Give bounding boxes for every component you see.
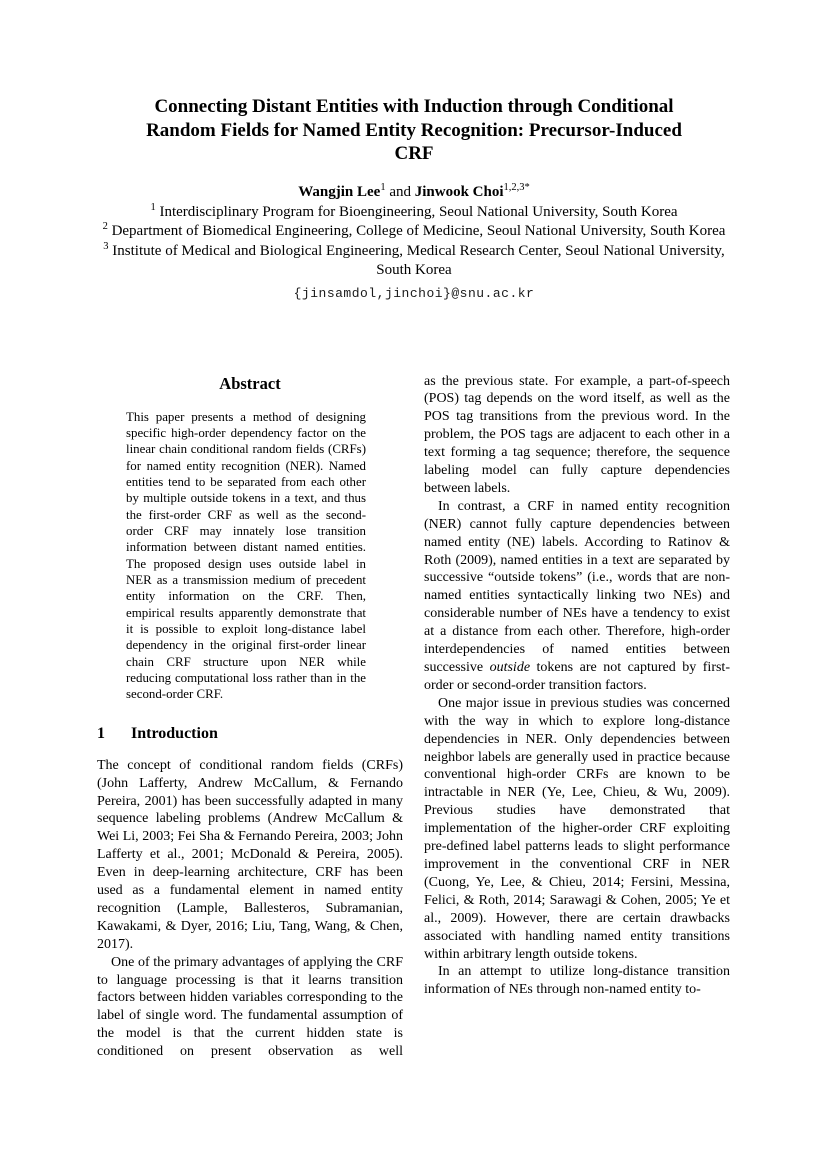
- affiliation-2-text: Department of Biomedical Engineering, College of Medicine, Seoul National University, South Korea: [107, 223, 726, 239]
- section-number: 1: [97, 724, 105, 742]
- affiliation-1: [87, 203, 742, 223]
- affiliation-2-marker: 2: [102, 221, 108, 232]
- affiliation-3-text: Institute of Medical and Biological Engineering, Medical Research Center, Seoul National University, South Korea: [108, 242, 725, 278]
- intro-paragraph-3: as the previous state. For example, a part-of-speech (POS) tag depends on the word itself, as well as the POS tag transitions from the previous word. In the problem, the POS tags are adjacent to each other in a text forming a tag sequence; therefore, the sequence labeling model can fully capture dependencies between labels.: [424, 373, 730, 496]
- affiliation-3: [87, 242, 742, 281]
- section-heading-introduction: [97, 724, 403, 744]
- intro-paragraph-4-italic-word: outside: [489, 660, 531, 675]
- intro-paragraph-2: One of the primary advantages of applying the CRF to language processing is that it learns transition factors between hidden variables corresponding to the label of single word. The fundamental assumption of the model is that the current hidden state is conditioned on present observation as well: [97, 954, 403, 1060]
- intro-paragraph-4-post: tokens are not captured by first-order or second-order transition factors.: [424, 660, 730, 693]
- affiliation-1-marker: 1: [150, 201, 156, 213]
- intro-paragraph-4-pre: In contrast, a CRF in named entity recognition (NER) cannot fully capture dependencies between named entity (NE) labels. According to Ratinov & Roth (2009), named entities in a text are separated by successive “outside tokens” (i.e., words that are non-named entities syntactically linking two NEs) and considerable number of NEs have a tendency to exist at a distance from each other. Therefore, high-order interdependencies of named entities between successive: [424, 498, 730, 675]
- intro-paragraph-5: One major issue in previous studies was concerned with the way in which to explore long-distance dependencies in NER. Only dependencies between neighbor labels are generally used in practice because conventional high-order CRFs are known to be intractable in NER (Ye, Lee, Chieu, & Wu, 2009). Previous studies have demonstrated that implementation of the higher-order CRF exploiting pre-defined label patterns leads to slight performance improvement in the conventional CRF in NER (Cuong, Ye, Lee, & Chieu, 2014; Fersini, Messina, Felici, & Roth, 2014; Sarawagi & Cohen, 2005; Ye et al., 2009). However, there are certain drawbacks associated with handling named entity transitions within arbitrary length outside tokens.: [424, 695, 730, 962]
- paper-title-line-3: CRF: [394, 143, 434, 164]
- author-separator: and: [385, 183, 415, 200]
- author-1-name: Wangjin Lee: [298, 183, 381, 200]
- intro-paragraph-1: The concept of conditional random fields (CRFs) (John Lafferty, Andrew McCallum, & Fernando Pereira, 2001) has been successfully adapted in many sequence labeling problems (Andrew McCallum & Wei Li, 2003; Fei Sha & Fernando Pereira, 2003; John Lafferty et al., 2001; McDonald & Pereira, 2005). Even in deep-learning architecture, CRF has been used as a fundamental element in named entity recognition (Lample, Ballesteros, Subramanian, Kawakami, & Dyer, 2016; Liu, Tang, Wang, & Chen, 2017).: [97, 757, 403, 952]
- affiliation-1-text: Interdisciplinary Program for Bioengineering, Seoul National University, South Korea: [155, 203, 678, 220]
- title-block: [0, 0, 828, 301]
- authors-line: [0, 183, 828, 202]
- contact-email: {jinsamdol,jinchoi}@snu.ac.kr: [293, 285, 535, 301]
- author-2-name: Jinwook Choi: [414, 183, 504, 200]
- paper-title-line-2: Random Fields for Named Entity Recognition: Precursor-Induced: [146, 119, 682, 141]
- affiliation-2: [87, 222, 742, 242]
- intro-paragraph-4: [424, 498, 730, 695]
- abstract-text: This paper presents a method of designing specific high-order dependency factor on the linear chain conditional random fields (CRFs) for named entity recognition (NER). Named entities tend to be separated from each other by multiple outside tokens in a text, and thus the first-order CRF as well as the second-order CRF may innately lose transition information between distant named entities. The proposed design uses outside label in NER as a transmission medium of precedent entity information on the CRF. Then, empirical results apparently demonstrate that it is possible to exploit long-distance label dependency in the original first-order linear chain CRF structure upon NER while reducing computational loss rather than in the second-order CRF.: [126, 409, 366, 702]
- two-column-body: [97, 373, 731, 1062]
- right-column: [424, 373, 730, 1000]
- affiliation-3-marker: 3: [103, 240, 109, 252]
- paper-title: [84, 95, 744, 166]
- author-1-superscript: 1: [380, 181, 386, 193]
- abstract-heading: Abstract: [219, 373, 281, 393]
- author-2-superscript: 1,2,3*: [503, 181, 530, 193]
- affiliations: [87, 203, 742, 281]
- left-column: [97, 373, 403, 1062]
- intro-paragraph-6: In an attempt to utilize long-distance transition information of NEs through non-named entity to-: [424, 964, 730, 998]
- section-title: Introduction: [131, 724, 218, 742]
- paper-title-line-1: Connecting Distant Entities with Induction through Conditional: [154, 96, 674, 117]
